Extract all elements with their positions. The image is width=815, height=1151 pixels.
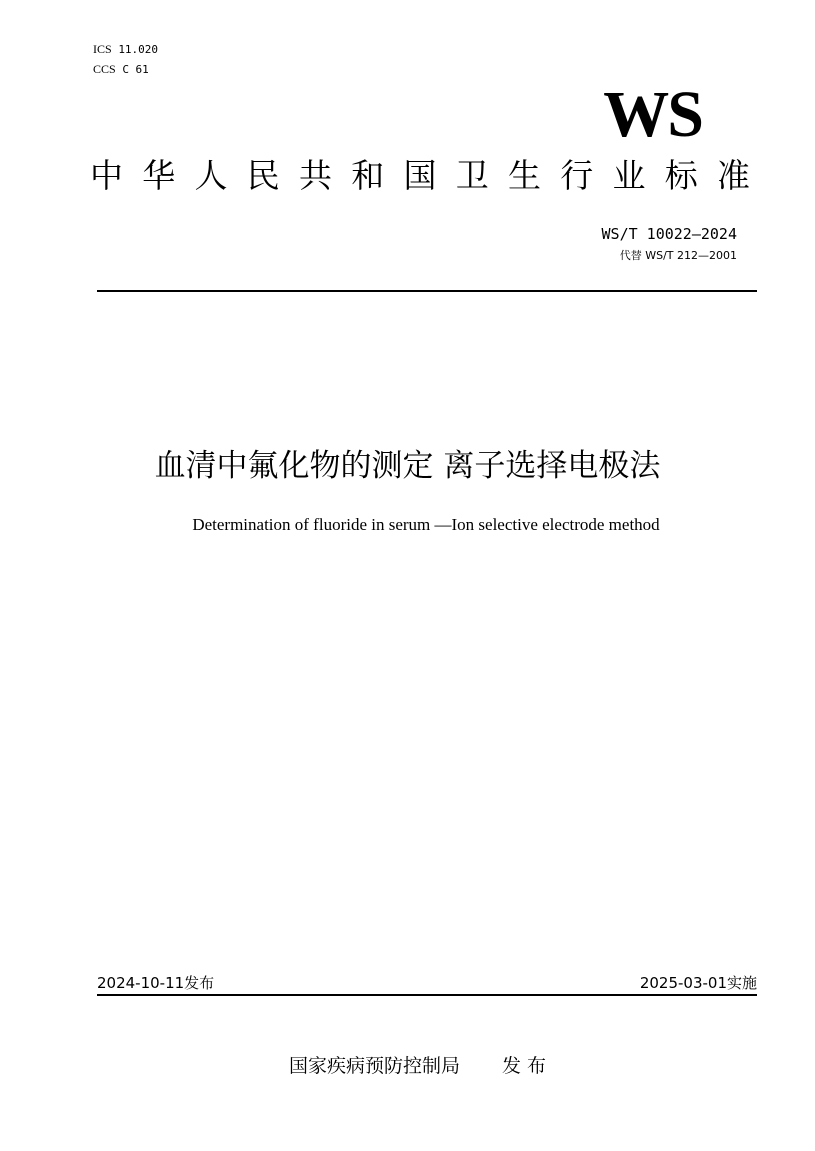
implementation-date: 2025-03-01实施 — [639, 974, 757, 992]
standard-type-char: 华 — [142, 156, 176, 195]
issue-date: 2024-10-11发布 — [97, 974, 215, 992]
document-title-english: Determination of fluoride in serum —Ion selective electrode method — [192, 515, 660, 534]
ccs-value: C 61 — [122, 63, 149, 76]
standard-type-char: 共 — [299, 156, 332, 195]
document-title-chinese: 血清中氟化物的测定 离子选择电极法 — [154, 448, 661, 484]
standard-type-char: 生 — [508, 156, 541, 195]
standard-type-title — [90, 154, 750, 198]
standard-type-char: 人 — [194, 156, 228, 195]
ics-code — [93, 42, 158, 57]
standard-type-char: 卫 — [455, 156, 489, 195]
issuer-line — [0, 1052, 815, 1080]
ws-logo: WS — [603, 78, 702, 151]
standard-type-char: 国 — [403, 156, 437, 195]
issuer-name: 国家疾病预防控制局 — [288, 1055, 460, 1077]
header-divider — [97, 290, 757, 292]
ics-value: 11.020 — [118, 43, 159, 56]
standard-number: WS/T 10022—2024 — [601, 225, 737, 243]
replaces-standard: 代替 WS/T 212—2001 — [619, 249, 737, 262]
standard-type-char: 和 — [351, 156, 385, 195]
standard-type-char: 准 — [717, 156, 750, 195]
ics-label: ICS — [93, 42, 112, 56]
footer-divider — [97, 994, 757, 996]
ccs-code — [93, 62, 149, 77]
standard-type-char: 标 — [664, 156, 698, 195]
standard-type-char: 民 — [246, 156, 280, 195]
standard-type-char: 业 — [612, 156, 646, 195]
standard-type-char: 行 — [560, 156, 594, 195]
issuer-action: 发 布 — [501, 1055, 547, 1077]
standard-type-char: 中 — [90, 156, 123, 195]
ccs-label: CCS — [93, 62, 116, 76]
